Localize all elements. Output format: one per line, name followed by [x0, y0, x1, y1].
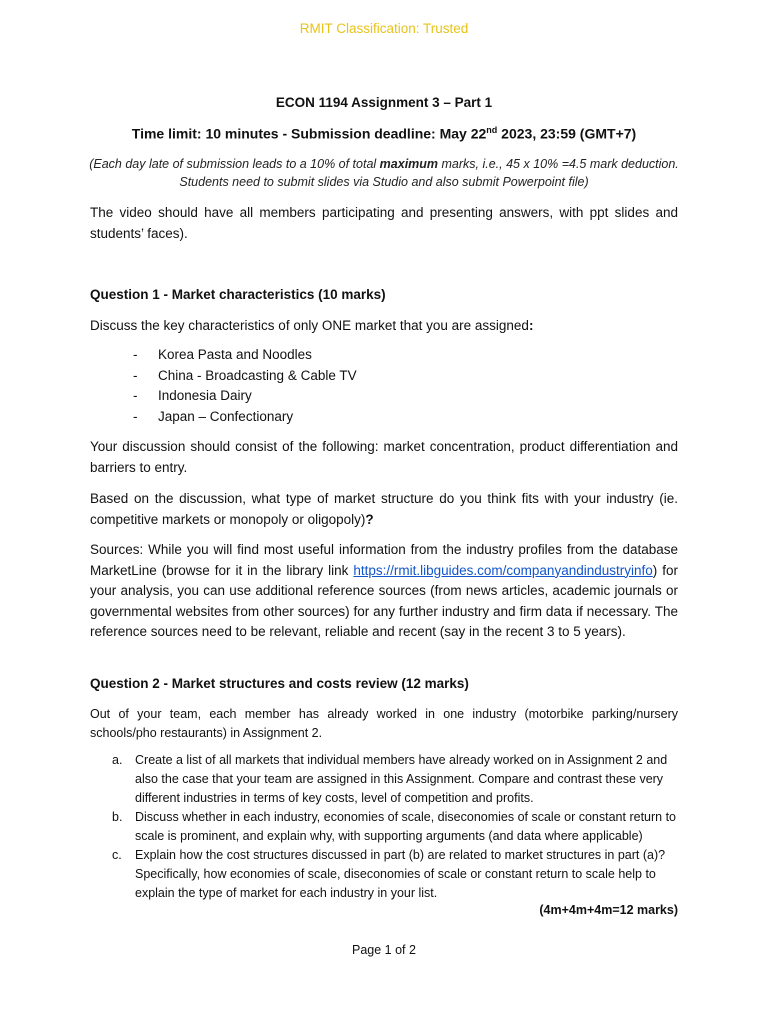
market-list	[133, 345, 357, 428]
late-note-part1: (Each day late of submission leads to a 10% of total	[89, 157, 380, 171]
task-label: a.	[112, 753, 123, 767]
sources-text-1: Sources: While you will find most useful information from the industry profiles from the database MarketLine (browse for it in the library link	[90, 542, 678, 578]
intro-paragraph: The video should have all members participating and presenting answers, with ppt slides and students’ faces).	[90, 205, 678, 241]
list-item: - Korea Pasta and Noodles	[133, 347, 312, 362]
deadline-sup: nd	[486, 125, 498, 135]
structure-question-mark: ?	[365, 511, 374, 527]
list-item	[112, 808, 680, 846]
market-item-label: Indonesia Dairy	[158, 388, 252, 404]
page-number: Page 1 of 2	[352, 943, 416, 957]
discussion-paragraph: Your discussion should consist of the following: market concentration, product differentiation and barriers to entry.	[90, 439, 678, 475]
market-structure-question	[90, 489, 678, 530]
list-item: - China - Broadcasting & Cable TV	[133, 367, 357, 383]
market-item-label: China - Broadcasting & Cable TV	[158, 367, 357, 383]
late-note-part2: marks, i.e., 45 x 10% =4.5 mark deduction.	[438, 157, 679, 171]
late-note-line2: Students need to submit slides via Studio and also submit Powerpoint file)	[179, 175, 589, 189]
deadline-prefix: Time limit: 10 minutes - Submission deadline: May 22	[131, 125, 487, 142]
task-label: c.	[112, 848, 122, 862]
market-item-label: Korea Pasta and Noodles	[158, 347, 312, 362]
question-2-intro: Out of your team, each member has already worked in one industry (motorbike parking/nursery schools/pho restaurants) in Assignment 2.	[90, 707, 678, 740]
library-link[interactable]: https://rmit.libguides.com/companyandindustryinfo	[353, 562, 653, 578]
task-text: Create a list of all markets that individual members have already worked on in Assignment 2 and also the case that your team are assigned in this Assignment. Compare and contrast these very different industries in terms of key costs, level of competition and profits.	[135, 753, 668, 805]
sources-paragraph	[90, 540, 678, 643]
list-item	[112, 751, 680, 808]
question-1-prompt	[90, 316, 678, 337]
late-note-bold: maximum	[379, 157, 439, 171]
marks-breakdown: (4m+4m+4m=12 marks)	[539, 903, 678, 917]
question-2-tasks	[112, 751, 680, 903]
question-1-heading: Question 1 - Market characteristics (10 marks)	[90, 287, 386, 302]
task-label: b.	[112, 810, 123, 824]
list-item	[112, 846, 680, 903]
q1-prompt-colon: :	[528, 318, 534, 333]
list-item: - Japan – Confectionary	[133, 409, 294, 425]
market-item-label: Japan – Confectionary	[158, 409, 294, 425]
question-2-heading: Question 2 - Market structures and costs review (12 marks)	[90, 676, 469, 691]
deadline-suffix: 2023, 23:59 (GMT+7)	[497, 125, 637, 142]
q1-prompt-text: Discuss the key characteristics of only ONE market that you are assigned	[90, 318, 529, 333]
late-submission-note	[0, 155, 768, 191]
classification-label: RMIT Classification: Trusted	[299, 21, 469, 36]
task-text: Discuss whether in each industry, economies of scale, diseconomies of scale or constant return to scale is prominent, and explain why, with supporting arguments (and data where applicable)	[135, 810, 677, 843]
sources-text-2: ) for your analysis, you can use additional reference sources (from news articles, academic journals or governmental websites from other sources) for any further industry and firm data if necessary. The reference sources need to be relevant, reliable and recent (say in the recent 3 to 5 years).	[90, 562, 678, 639]
list-item: - Indonesia Dairy	[133, 388, 252, 404]
task-text: Explain how the cost structures discussed in part (b) are related to market structures in part (a)? Specifically, how economies of scale, diseconomies of scale or constant return to scale help to explain the type of market for each industry in your list.	[135, 848, 666, 900]
structure-question-text: Based on the discussion, what type of market structure do you think fits with your industry (ie. competitive markets or monopoly or oligopoly)	[90, 491, 678, 527]
time-limit-line	[0, 125, 768, 142]
assignment-title: ECON 1194 Assignment 3 – Part 1	[275, 95, 493, 110]
